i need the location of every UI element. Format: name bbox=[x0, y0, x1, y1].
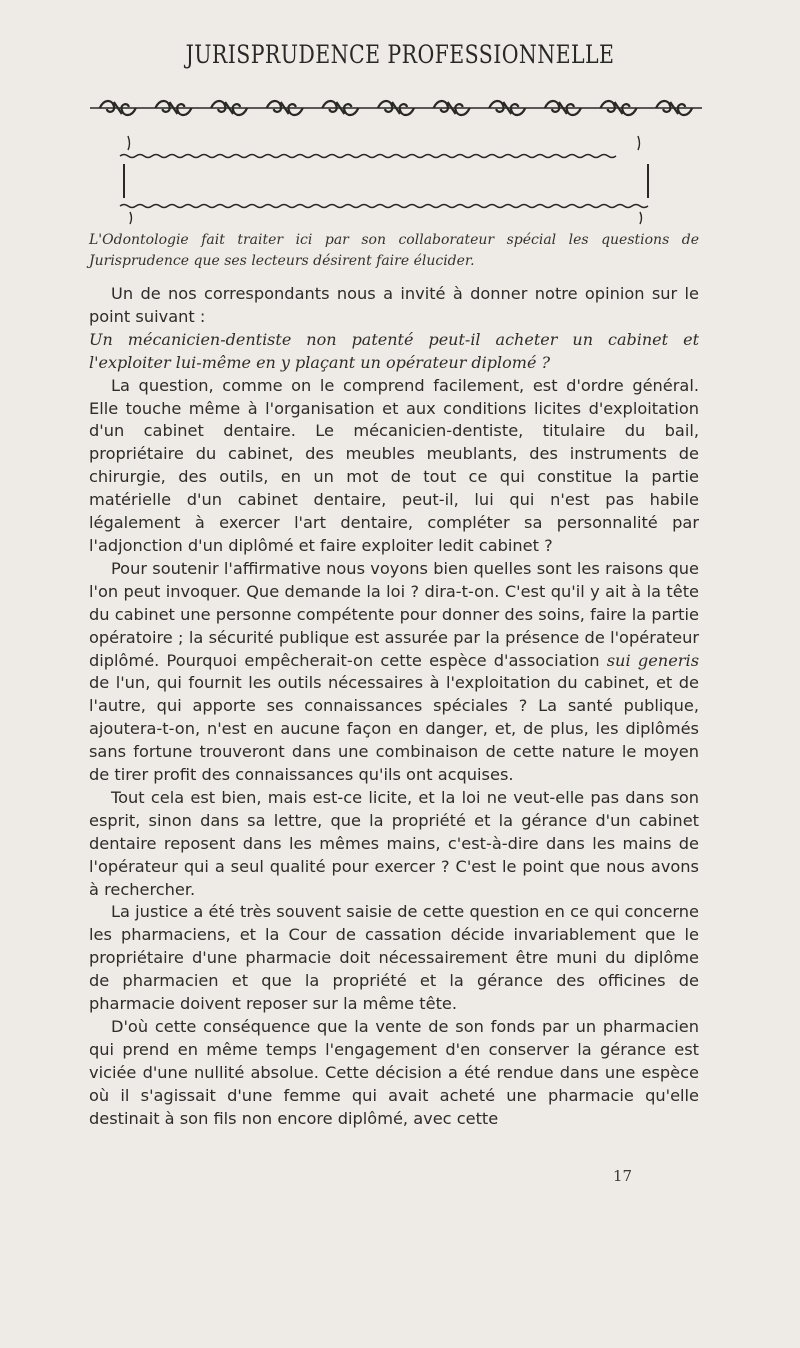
paragraph bbox=[89, 558, 699, 787]
paragraph-text: de l'un, qui fournit les outils nécessaires à l'exploitation du cabinet, et de l'autre, qui apporte ses connaissances spéciales ? La santé publique, ajoutera-t-on, n'est en aucune façon en danger, et, de plus, les diplômés sans fortune trouveront dans une combinaison de cette nature le moyen de tirer profit des connaissances qu'ils ont acquises. bbox=[89, 673, 699, 785]
page-number: 17 bbox=[613, 1167, 633, 1185]
paragraph-text: Pour soutenir l'affirmative nous voyons bien quelles sont les raisons que l'on peut invoquer. Que demande la loi ? dira-t-on. C'est qu'il y ait à la tête du cabinet une personne compétente pour donner des soins, faire la partie opératoire ; la sécurité publique est assurée par la présence de l'opérateur diplômé. Pourquoi empêcherait-on cette espèce d'association bbox=[89, 558, 699, 670]
paragraph: La justice a été très souvent saisie de cette question en ce qui concerne les pharmaciens, et la Cour de cassation décide invariablement que le propriétaire d'une pharmacie doit nécessairement être muni du diplôme de pharmacien et que la propriété et la gérance des officines de pharmacie doivent reposer sur la même tête. bbox=[89, 902, 699, 1014]
question-text: Un mécanicien-dentiste non patenté peut-il acheter un cabinet et l'exploiter lui-même en y plaçant un opérateur diplomé ? bbox=[89, 329, 699, 372]
paragraph: Un de nos correspondants nous a invité à donner notre opinion sur le point suivant : bbox=[89, 284, 699, 326]
latin-phrase: sui generis bbox=[606, 650, 699, 670]
title-frame bbox=[118, 126, 654, 226]
page-title: JURISPRUDENCE PROFESSIONNELLE bbox=[185, 40, 615, 69]
paragraph: Tout cela est bien, mais est-ce licite, et la loi ne veut-elle pas dans son esprit, sinon dans sa lettre, que la propriété et la gérance d'un cabinet dentaire reposent dans les mêmes mains, c'est-à-dire dans les mains de l'opérateur qui a seul qualité pour exercer ? C'est le point que nous avons à rechercher. bbox=[89, 787, 699, 899]
intro-note: L'Odontologie fait traiter ici par son collaborateur spécial les questions de Jurisprudence que ses lecteurs désirent faire élucider. bbox=[89, 232, 699, 269]
scroll-ornament-icon bbox=[90, 96, 702, 120]
paragraph: D'où cette conséquence que la vente de son fonds par un pharmacien qui prend en même temps l'engagement d'en conserver la gérance est viciée d'une nullité absolue. Cette décision a été rendue dans une espèce où il s'agissait d'une femme qui avait acheté une pharmacie qu'elle destinait à son fils non encore diplômé, avec cette bbox=[89, 1017, 699, 1128]
article-body bbox=[89, 283, 699, 1131]
paragraph: La question, comme on le comprend facilement, est d'ordre général. Elle touche même à l'organisation et aux conditions licites d'exploitation d'un cabinet dentaire. Le mécanicien-dentiste, titulaire du bail, propriétaire du cabinet, des meubles meublants, des instruments de chirurgie, des outils, en un mot de tout ce qui constitue la partie matérielle d'un cabinet dentaire, peut-il, lui qui n'est pas habile légalement à exercer l'art dentaire, compléter sa personnalité par l'adjonction d'un diplômé et faire exploiter ledit cabinet ? bbox=[89, 375, 699, 555]
